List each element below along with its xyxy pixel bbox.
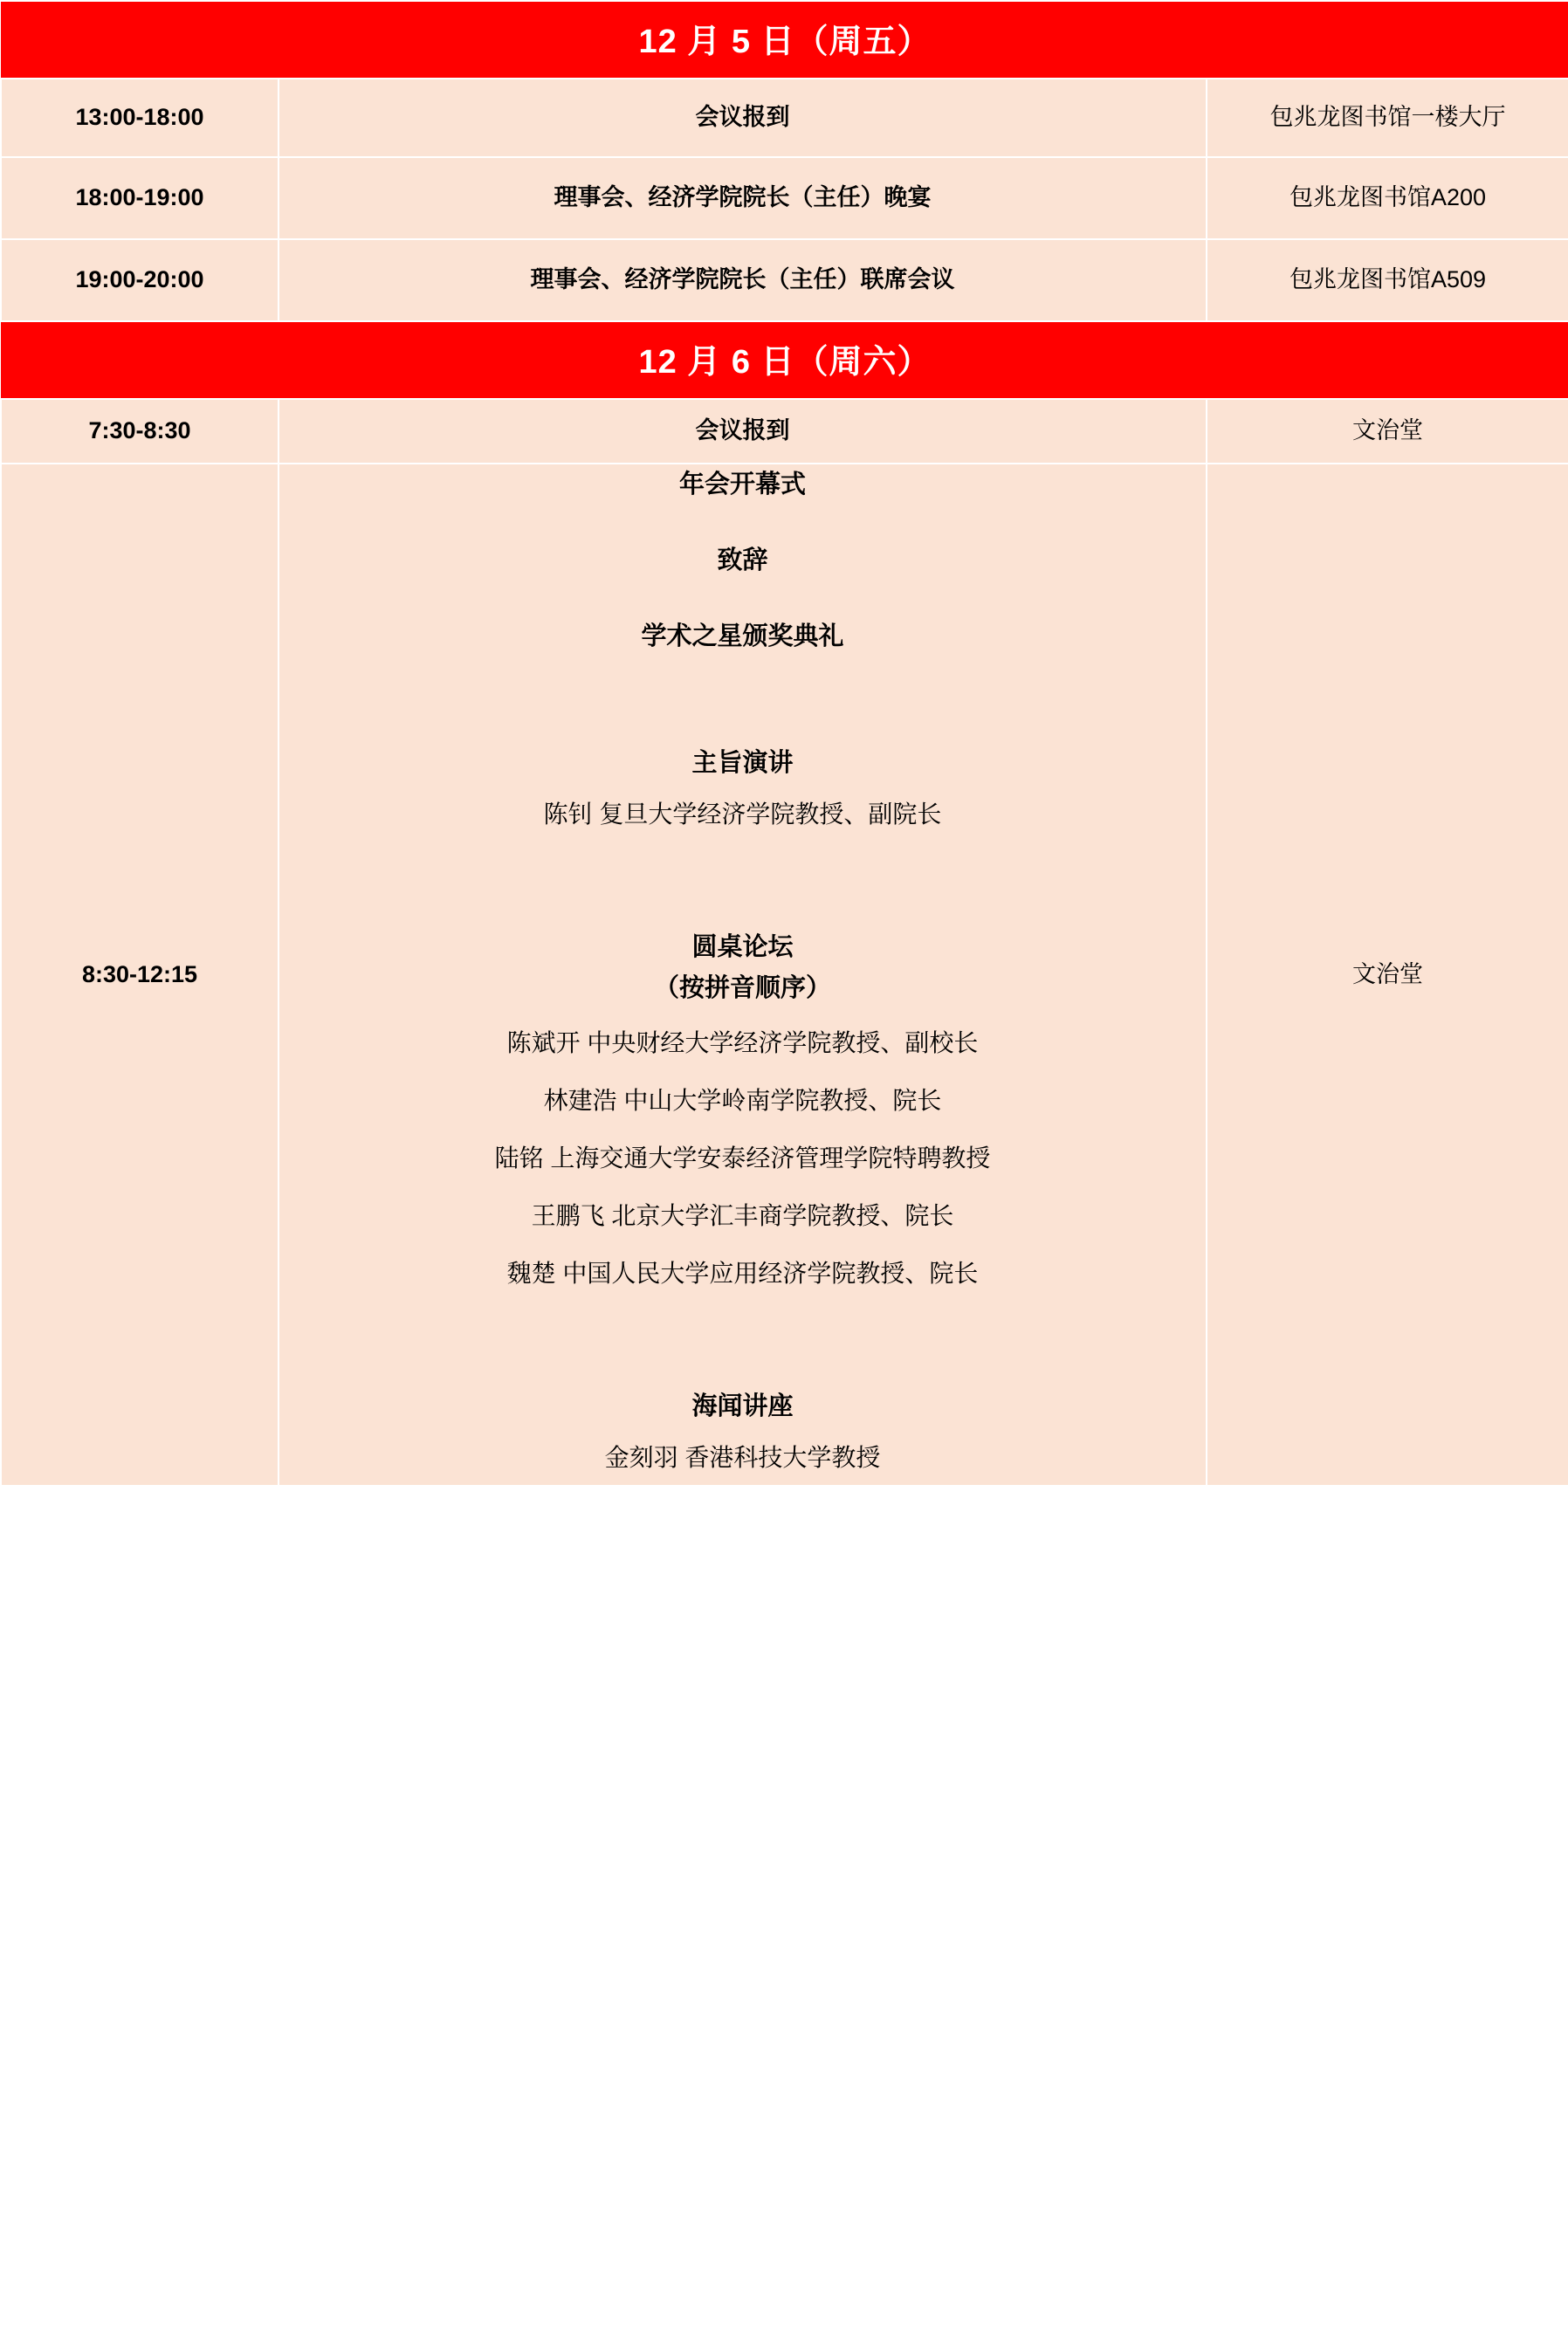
session-block-keynote: [279, 743, 1206, 842]
block-title: 圆桌论坛: [691, 933, 794, 961]
block-title: 主旨演讲: [691, 749, 794, 777]
day-header-dec5: 12 月 5 日（周五）: [1, 1, 1568, 79]
spacer: [279, 1301, 1206, 1351]
table-row: [1, 239, 1568, 321]
day-header-row-dec6: [1, 321, 1568, 399]
row-content: 会议报到: [279, 79, 1207, 157]
day-header-row-dec5: [1, 1, 1568, 79]
row-time: 18:00-19:00: [1, 157, 279, 239]
day-header-dec6: 12 月 6 日（周六）: [1, 321, 1568, 399]
spacer: [279, 657, 1206, 708]
speaker-line: 王鹏飞 北京大学汇丰商学院教授、院长: [531, 1202, 954, 1229]
session-block-opening: [279, 464, 1206, 500]
row-time: 7:30-8:30: [1, 399, 279, 464]
spacer: [279, 708, 1206, 743]
speaker-line: 陆铭 上海交通大学安泰经济管理学院特聘教授: [494, 1144, 991, 1172]
session-block-award: [279, 616, 1206, 652]
session-block-hw-lecture: [279, 1386, 1206, 1485]
row-content: 理事会、经济学院院长（主任）联席会议: [279, 239, 1207, 321]
speaker-line: 魏楚 中国人民大学应用经济学院教授、院长: [506, 1260, 979, 1287]
row-place: 文治堂: [1207, 464, 1568, 1486]
spacer: [279, 892, 1206, 927]
spacer: [279, 1351, 1206, 1386]
session-block-roundtable: [279, 927, 1206, 1301]
row-content: 理事会、经济学院院长（主任）晚宴: [279, 157, 1207, 239]
session-block-speech: [279, 540, 1206, 576]
row-time: 19:00-20:00: [1, 239, 279, 321]
table-row: [1, 79, 1568, 157]
spacer: [279, 842, 1206, 892]
row-place: 包兆龙图书馆A509: [1207, 239, 1568, 321]
block-subtitle: （按拼音顺序）: [653, 974, 831, 1002]
table-row-main-session: [1, 464, 1568, 1486]
speaker-line: 金刻羽 香港科技大学教授: [604, 1444, 881, 1471]
block-title: 学术之星颁奖典礼: [641, 622, 844, 650]
block-title: 年会开幕式: [678, 471, 806, 498]
row-place: 包兆龙图书馆一楼大厅: [1207, 79, 1568, 157]
spacer: [279, 581, 1206, 616]
row-time: 8:30-12:15: [1, 464, 279, 1486]
speaker-line: 陈钊 复旦大学经济学院教授、副院长: [543, 801, 942, 828]
spacer: [279, 505, 1206, 540]
row-time: 13:00-18:00: [1, 79, 279, 157]
session-content: [279, 464, 1207, 1486]
row-place: 包兆龙图书馆A200: [1207, 157, 1568, 239]
row-content: 会议报到: [279, 399, 1207, 464]
block-title: 海闻讲座: [691, 1392, 794, 1420]
row-place: 文治堂: [1207, 399, 1568, 464]
table-row: [1, 399, 1568, 464]
speaker-line: 林建浩 中山大学岭南学院教授、院长: [543, 1087, 942, 1114]
speaker-line: 陈斌开 中央财经大学经济学院教授、副校长: [506, 1029, 979, 1056]
table-row: [1, 157, 1568, 239]
block-title: 致辞: [717, 546, 768, 574]
